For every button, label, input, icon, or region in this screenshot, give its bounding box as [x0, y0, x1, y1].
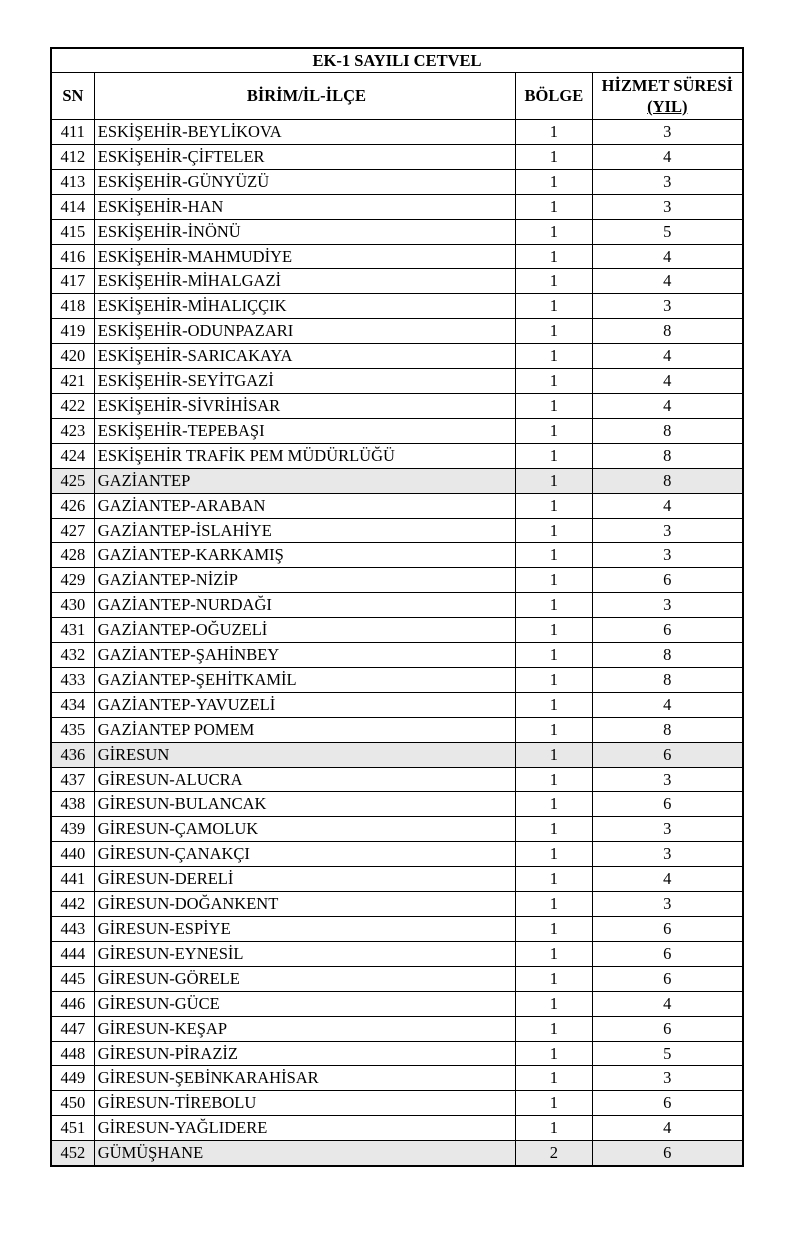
table-row	[51, 294, 743, 319]
row-sn: 451	[51, 1116, 94, 1141]
row-region: 1	[516, 941, 592, 966]
row-unit-name: ESKİŞEHİR-BEYLİKOVA	[94, 120, 515, 145]
row-region: 1	[516, 667, 592, 692]
row-sn: 448	[51, 1041, 94, 1066]
row-sn: 446	[51, 991, 94, 1016]
table-row	[51, 344, 743, 369]
row-unit-name: ESKİŞEHİR-HAN	[94, 194, 515, 219]
header-row	[51, 73, 743, 120]
row-region: 1	[516, 443, 592, 468]
row-service-years: 8	[592, 468, 743, 493]
table-row	[51, 518, 743, 543]
row-region: 1	[516, 294, 592, 319]
header-service-duration	[592, 73, 743, 120]
row-service-years: 3	[592, 892, 743, 917]
table-row	[51, 867, 743, 892]
row-region: 1	[516, 1116, 592, 1141]
table-row	[51, 319, 743, 344]
row-unit-name: ESKİŞEHİR-MAHMUDİYE	[94, 244, 515, 269]
row-region: 1	[516, 568, 592, 593]
row-service-years: 4	[592, 493, 743, 518]
row-service-years: 6	[592, 917, 743, 942]
row-unit-name: GİRESUN	[94, 742, 515, 767]
table-row	[51, 991, 743, 1016]
table-row	[51, 742, 743, 767]
row-region: 1	[516, 792, 592, 817]
table-row	[51, 120, 743, 145]
row-region: 1	[516, 493, 592, 518]
row-sn: 435	[51, 717, 94, 742]
row-sn: 440	[51, 842, 94, 867]
row-region: 1	[516, 393, 592, 418]
table-row	[51, 443, 743, 468]
row-service-years: 3	[592, 194, 743, 219]
title-row	[51, 48, 743, 73]
row-unit-name: GİRESUN-ÇANAKÇI	[94, 842, 515, 867]
row-service-years: 3	[592, 842, 743, 867]
row-unit-name: GİRESUN-DERELİ	[94, 867, 515, 892]
row-sn: 434	[51, 692, 94, 717]
row-unit-name: ESKİŞEHİR-MİHALIÇÇIK	[94, 294, 515, 319]
row-sn: 430	[51, 593, 94, 618]
row-unit-name: GİRESUN-GÖRELE	[94, 966, 515, 991]
table-row	[51, 643, 743, 668]
row-region: 1	[516, 120, 592, 145]
row-service-years: 4	[592, 1116, 743, 1141]
row-service-years: 6	[592, 568, 743, 593]
row-region: 2	[516, 1141, 592, 1166]
table-row	[51, 219, 743, 244]
row-unit-name: ESKİŞEHİR-İNÖNÜ	[94, 219, 515, 244]
row-service-years: 4	[592, 244, 743, 269]
row-region: 1	[516, 817, 592, 842]
row-service-years: 3	[592, 169, 743, 194]
row-unit-name: GİRESUN-BULANCAK	[94, 792, 515, 817]
row-unit-name: GİRESUN-EYNESİL	[94, 941, 515, 966]
row-unit-name: GAZİANTEP-OĞUZELİ	[94, 618, 515, 643]
row-service-years: 4	[592, 344, 743, 369]
row-sn: 425	[51, 468, 94, 493]
row-service-years: 8	[592, 667, 743, 692]
row-region: 1	[516, 842, 592, 867]
row-sn: 415	[51, 219, 94, 244]
row-unit-name: ESKİŞEHİR-GÜNYÜZÜ	[94, 169, 515, 194]
table-row	[51, 1091, 743, 1116]
row-sn: 413	[51, 169, 94, 194]
table-row	[51, 144, 743, 169]
row-unit-name: GAZİANTEP-ŞEHİTKAMİL	[94, 667, 515, 692]
row-region: 1	[516, 717, 592, 742]
row-sn: 423	[51, 418, 94, 443]
row-region: 1	[516, 1091, 592, 1116]
row-service-years: 3	[592, 294, 743, 319]
table-row	[51, 1116, 743, 1141]
row-unit-name: GİRESUN-DOĞANKENT	[94, 892, 515, 917]
row-sn: 428	[51, 543, 94, 568]
row-unit-name: GİRESUN-KEŞAP	[94, 1016, 515, 1041]
row-region: 1	[516, 344, 592, 369]
row-sn: 417	[51, 269, 94, 294]
row-service-years: 3	[592, 767, 743, 792]
row-sn: 412	[51, 144, 94, 169]
row-region: 1	[516, 468, 592, 493]
row-unit-name: GİRESUN-YAĞLIDERE	[94, 1116, 515, 1141]
table-row	[51, 618, 743, 643]
row-service-years: 6	[592, 742, 743, 767]
row-unit-name: GAZİANTEP-YAVUZELİ	[94, 692, 515, 717]
table-row	[51, 717, 743, 742]
row-sn: 420	[51, 344, 94, 369]
row-service-years: 6	[592, 966, 743, 991]
header-service-line1: HİZMET SÜRESİ	[601, 76, 733, 95]
row-region: 1	[516, 991, 592, 1016]
row-region: 1	[516, 966, 592, 991]
row-service-years: 4	[592, 393, 743, 418]
row-service-years: 4	[592, 991, 743, 1016]
row-region: 1	[516, 767, 592, 792]
row-service-years: 4	[592, 269, 743, 294]
table-row	[51, 892, 743, 917]
row-sn: 422	[51, 393, 94, 418]
row-region: 1	[516, 1016, 592, 1041]
row-sn: 436	[51, 742, 94, 767]
row-region: 1	[516, 692, 592, 717]
table-row	[51, 1041, 743, 1066]
table-row	[51, 468, 743, 493]
table-row	[51, 593, 743, 618]
table-row	[51, 767, 743, 792]
row-service-years: 8	[592, 319, 743, 344]
row-region: 1	[516, 1066, 592, 1091]
row-service-years: 6	[592, 792, 743, 817]
row-unit-name: GİRESUN-ESPİYE	[94, 917, 515, 942]
row-service-years: 6	[592, 1016, 743, 1041]
row-service-years: 4	[592, 692, 743, 717]
table-row	[51, 1066, 743, 1091]
row-unit-name: GAZİANTEP-ŞAHİNBEY	[94, 643, 515, 668]
cetvel-table	[50, 47, 744, 1167]
row-service-years: 6	[592, 941, 743, 966]
row-unit-name: GAZİANTEP-İSLAHİYE	[94, 518, 515, 543]
row-unit-name: GİRESUN-GÜCE	[94, 991, 515, 1016]
row-sn: 414	[51, 194, 94, 219]
table-row	[51, 269, 743, 294]
row-sn: 438	[51, 792, 94, 817]
row-unit-name: GİRESUN-ÇAMOLUK	[94, 817, 515, 842]
row-service-years: 3	[592, 593, 743, 618]
header-sn: SN	[51, 73, 94, 120]
row-region: 1	[516, 518, 592, 543]
row-service-years: 6	[592, 1141, 743, 1166]
row-unit-name: GİRESUN-PİRAZİZ	[94, 1041, 515, 1066]
table-row	[51, 369, 743, 394]
row-service-years: 8	[592, 418, 743, 443]
row-unit-name: ESKİŞEHİR-SARICAKAYA	[94, 344, 515, 369]
row-service-years: 4	[592, 144, 743, 169]
row-sn: 449	[51, 1066, 94, 1091]
row-unit-name: GAZİANTEP-NİZİP	[94, 568, 515, 593]
row-unit-name: GİRESUN-ALUCRA	[94, 767, 515, 792]
row-service-years: 5	[592, 1041, 743, 1066]
row-sn: 441	[51, 867, 94, 892]
table-row	[51, 1016, 743, 1041]
table-row	[51, 667, 743, 692]
row-service-years: 8	[592, 717, 743, 742]
table-row	[51, 941, 743, 966]
row-region: 1	[516, 169, 592, 194]
row-service-years: 5	[592, 219, 743, 244]
row-service-years: 3	[592, 518, 743, 543]
row-sn: 447	[51, 1016, 94, 1041]
table-row	[51, 817, 743, 842]
row-unit-name: ESKİŞEHİR-TEPEBAŞI	[94, 418, 515, 443]
row-service-years: 3	[592, 120, 743, 145]
row-service-years: 8	[592, 443, 743, 468]
row-service-years: 3	[592, 543, 743, 568]
row-sn: 442	[51, 892, 94, 917]
table-row	[51, 244, 743, 269]
header-service-line2: (YIL)	[647, 97, 688, 116]
row-service-years: 3	[592, 817, 743, 842]
row-sn: 426	[51, 493, 94, 518]
row-region: 1	[516, 194, 592, 219]
row-sn: 433	[51, 667, 94, 692]
row-unit-name: ESKİŞEHİR-MİHALGAZİ	[94, 269, 515, 294]
row-region: 1	[516, 1041, 592, 1066]
row-region: 1	[516, 319, 592, 344]
table-body	[51, 120, 743, 1167]
row-unit-name: ESKİŞEHİR-SEYİTGAZİ	[94, 369, 515, 394]
table-row	[51, 966, 743, 991]
row-sn: 424	[51, 443, 94, 468]
row-region: 1	[516, 742, 592, 767]
table-row	[51, 418, 743, 443]
row-service-years: 3	[592, 1066, 743, 1091]
table-row	[51, 842, 743, 867]
row-region: 1	[516, 418, 592, 443]
row-region: 1	[516, 867, 592, 892]
row-unit-name: ESKİŞEHİR TRAFİK PEM MÜDÜRLÜĞÜ	[94, 443, 515, 468]
row-unit-name: GİRESUN-TİREBOLU	[94, 1091, 515, 1116]
table-row	[51, 393, 743, 418]
row-service-years: 6	[592, 1091, 743, 1116]
header-unit: BİRİM/İL-İLÇE	[94, 73, 515, 120]
row-sn: 432	[51, 643, 94, 668]
row-region: 1	[516, 219, 592, 244]
row-unit-name: GAZİANTEP-NURDAĞI	[94, 593, 515, 618]
row-unit-name: GAZİANTEP-ARABAN	[94, 493, 515, 518]
row-region: 1	[516, 543, 592, 568]
row-service-years: 8	[592, 643, 743, 668]
row-region: 1	[516, 269, 592, 294]
row-sn: 411	[51, 120, 94, 145]
row-service-years: 6	[592, 618, 743, 643]
row-unit-name: ESKİŞEHİR-ODUNPAZARI	[94, 319, 515, 344]
row-sn: 443	[51, 917, 94, 942]
row-unit-name: GÜMÜŞHANE	[94, 1141, 515, 1166]
row-sn: 429	[51, 568, 94, 593]
table-row	[51, 493, 743, 518]
row-sn: 437	[51, 767, 94, 792]
row-service-years: 4	[592, 867, 743, 892]
row-sn: 421	[51, 369, 94, 394]
row-region: 1	[516, 144, 592, 169]
row-unit-name: ESKİŞEHİR-SİVRİHİSAR	[94, 393, 515, 418]
row-region: 1	[516, 917, 592, 942]
table-row	[51, 568, 743, 593]
table-title: EK-1 SAYILI CETVEL	[51, 48, 743, 73]
row-sn: 419	[51, 319, 94, 344]
row-sn: 427	[51, 518, 94, 543]
table-row	[51, 917, 743, 942]
row-unit-name: GAZİANTEP-KARKAMIŞ	[94, 543, 515, 568]
row-sn: 431	[51, 618, 94, 643]
header-region: BÖLGE	[516, 73, 592, 120]
row-unit-name: GİRESUN-ŞEBİNKARAHİSAR	[94, 1066, 515, 1091]
row-service-years: 4	[592, 369, 743, 394]
row-region: 1	[516, 244, 592, 269]
row-region: 1	[516, 892, 592, 917]
row-unit-name: ESKİŞEHİR-ÇİFTELER	[94, 144, 515, 169]
row-unit-name: GAZİANTEP POMEM	[94, 717, 515, 742]
row-region: 1	[516, 618, 592, 643]
row-sn: 452	[51, 1141, 94, 1166]
row-region: 1	[516, 643, 592, 668]
table-row	[51, 169, 743, 194]
row-region: 1	[516, 593, 592, 618]
row-sn: 418	[51, 294, 94, 319]
row-sn: 450	[51, 1091, 94, 1116]
row-sn: 445	[51, 966, 94, 991]
table-row	[51, 692, 743, 717]
table-row	[51, 543, 743, 568]
row-sn: 416	[51, 244, 94, 269]
row-region: 1	[516, 369, 592, 394]
table-row	[51, 792, 743, 817]
row-unit-name: GAZİANTEP	[94, 468, 515, 493]
table-row	[51, 194, 743, 219]
table-row	[51, 1141, 743, 1166]
row-sn: 444	[51, 941, 94, 966]
row-sn: 439	[51, 817, 94, 842]
